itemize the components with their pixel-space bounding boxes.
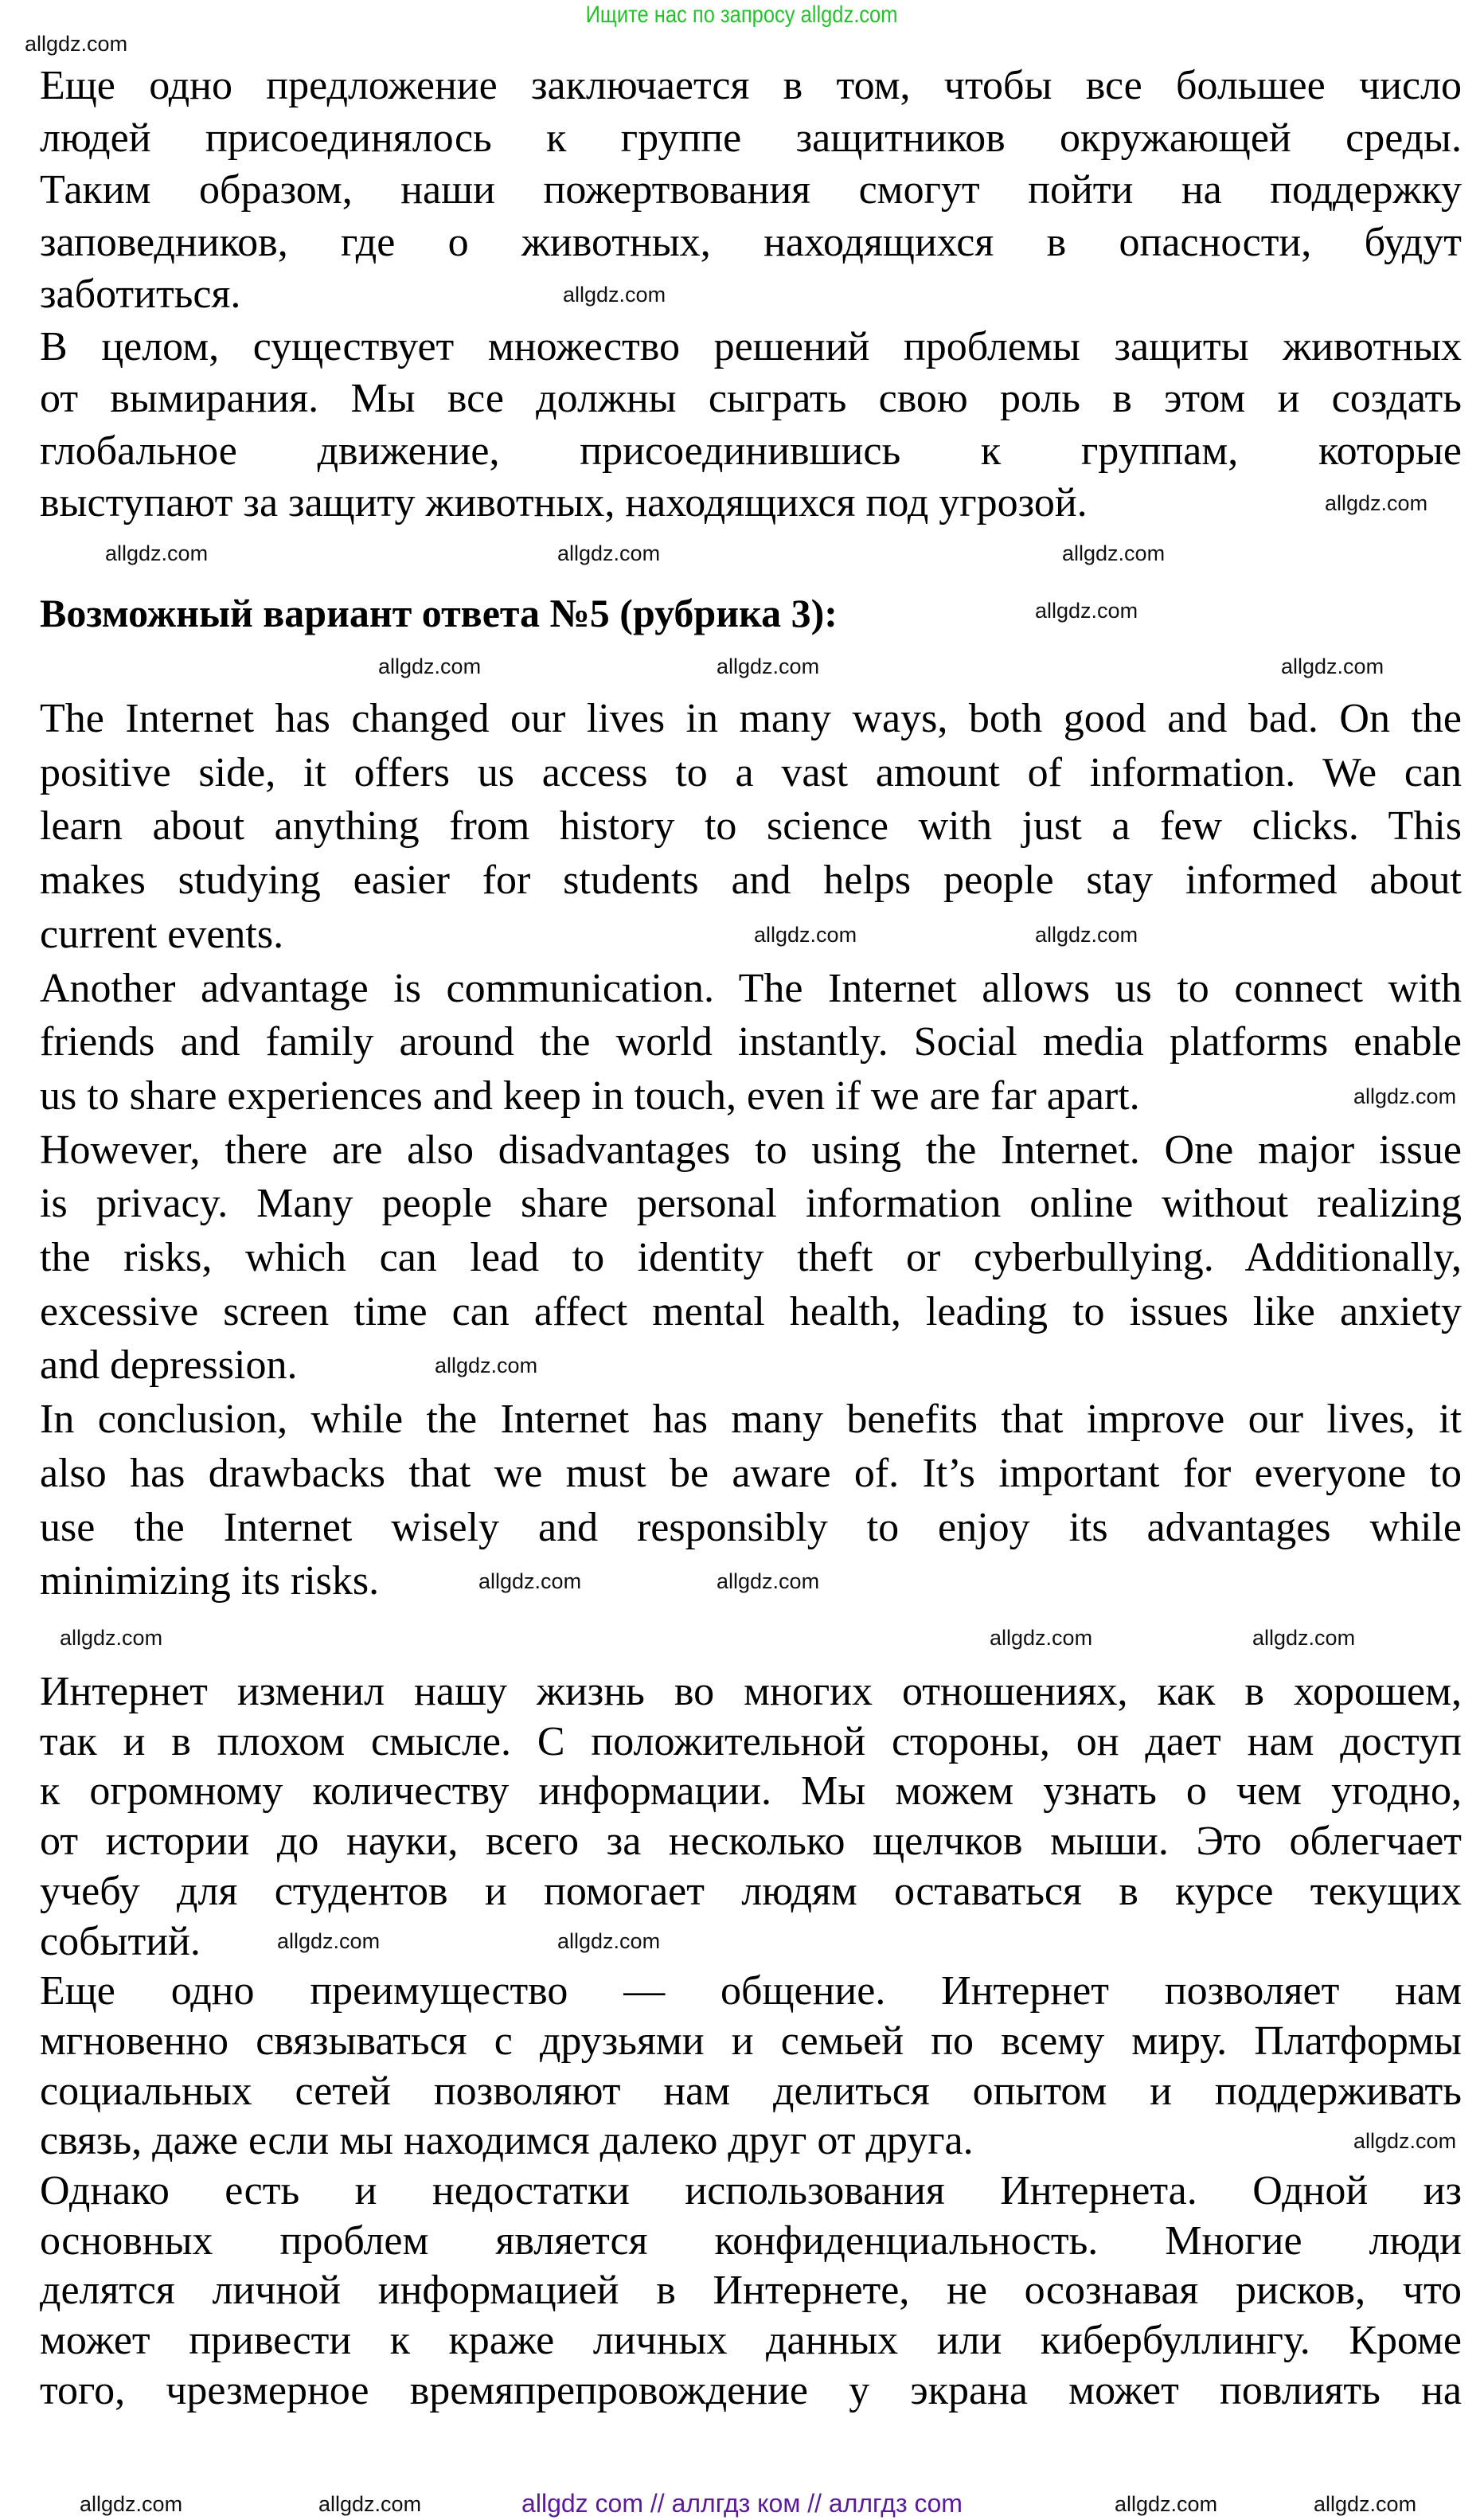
text-line: also has drawbacks that we must be aware of. It’s important for everyone to <box>40 1450 1462 1496</box>
watermark-text: allgdz.com <box>80 2492 183 2516</box>
text-line: того, чрезмерное времяпрепровождение у экрана может повлиять на <box>40 2367 1462 2413</box>
watermark-text: allgdz.com <box>557 1929 661 1953</box>
watermark-text: allgdz.com <box>1252 1626 1356 1650</box>
watermark-text: allgdz.com <box>717 1569 820 1593</box>
watermark-text: allgdz.com <box>754 923 857 947</box>
text-line: the risks, which can lead to identity theft or cyberbullying. Additionally, <box>40 1235 1462 1281</box>
text-line: делятся личной информацией в Интернете, не осознавая рисков, что <box>40 2268 1462 2314</box>
text-line: от истории до науки, всего за несколько щелчков мыши. Это облегчает <box>40 1819 1462 1865</box>
watermark-text: allgdz.com <box>1062 541 1166 565</box>
text-line: так и в плохом смысле. С положительной стороны, он дает нам доступ <box>40 1718 1462 1764</box>
paragraph <box>40 2166 1462 2416</box>
text-line: Еще одно преимущество — общение. Интернет позволяет нам <box>40 1968 1462 2014</box>
text-line: excessive screen time can affect mental health, leading to issues like anxiety <box>40 1288 1462 1334</box>
watermark-text: allgdz.com <box>1035 923 1138 947</box>
watermark-text: allgdz.com <box>1353 2129 1457 2153</box>
text-line: Таким образом, наши пожертвования смогут пойти на поддержку <box>40 167 1462 213</box>
text-line: us to share experiences and keep in touch, even if we are far apart. <box>40 1072 1140 1119</box>
text-line: Интернет изменил нашу жизнь во многих отношениях, как в хорошем, <box>40 1669 1462 1714</box>
watermark-text: allgdz.com <box>25 32 128 56</box>
text-line: В целом, существует множество решений проблемы защиты животных <box>40 323 1462 369</box>
paragraph <box>40 60 1462 321</box>
watermark-text: allgdz.com <box>1353 1084 1457 1108</box>
text-line: людей присоединялось к группе защитников окружающей среды. <box>40 115 1462 161</box>
watermark-text: allgdz.com <box>557 541 661 565</box>
paragraph <box>40 1667 1462 1967</box>
watermark-text: allgdz.com <box>1325 491 1428 515</box>
text-line: заботиться. <box>40 272 241 317</box>
text-line: However, there are also disadvantages to using the Internet. One major issue <box>40 1127 1462 1173</box>
text-line: основных проблем является конфиденциальность. Многие люди <box>40 2217 1462 2264</box>
text-line: makes studying easier for students and helps people stay informed about <box>40 858 1462 904</box>
text-line: In conclusion, while the Internet has many benefits that improve our lives, it <box>40 1397 1462 1443</box>
english-answer-text <box>40 692 1462 1608</box>
text-line: мгновенно связываться с друзьями и семьей по всему миру. Платформы <box>40 2018 1462 2064</box>
text-line: учебу для студентов и помогает людям оставаться в курсе текущих <box>40 1868 1462 1914</box>
text-line: Another advantage is communication. The Internet allows us to connect with <box>40 965 1462 1011</box>
text-line: событий. <box>40 1918 201 1964</box>
text-line: minimizing its risks. <box>40 1558 380 1604</box>
russian-translation-text <box>40 1667 1462 2416</box>
text-line: от вымирания. Мы все должны сыграть свою роль в этом и создать <box>40 376 1462 421</box>
text-line: заповедников, где о животных, находящихся в опасности, будут <box>40 219 1462 265</box>
watermark-text: allgdz.com <box>277 1929 381 1953</box>
footer <box>0 2489 1484 2518</box>
text-line: is privacy. Many people share personal information online without realizing <box>40 1181 1462 1227</box>
site-banner[interactable] <box>0 2 1484 29</box>
text-line: learn about anything from history to science with just a few clicks. This <box>40 803 1462 850</box>
text-line: current events. <box>40 911 284 957</box>
text-line: use the Internet wisely and responsibly to enjoy its advantages while <box>40 1504 1462 1550</box>
text-line: friends and family around the world instantly. Social media platforms enable <box>40 1019 1462 1065</box>
text-line: может привести к краже личных данных или кибербуллингу. Кроме <box>40 2318 1462 2364</box>
watermark-text: allgdz.com <box>105 541 209 565</box>
paragraph <box>40 692 1462 962</box>
answer-heading: Возможный вариант ответа №5 (рубрика 3): <box>40 591 838 635</box>
paragraph <box>40 1967 1462 2166</box>
watermark-text: allgdz.com <box>60 1626 163 1650</box>
russian-intro-text <box>40 60 1462 529</box>
text-line: Однако есть и недостатки использования Интернета. Одной из <box>40 2168 1462 2214</box>
watermark-text: allgdz.com <box>717 654 820 678</box>
watermark-text: allgdz.com <box>435 1354 538 1377</box>
watermark-text: allgdz.com <box>1035 599 1138 623</box>
text-line: The Internet has changed our lives in many ways, both good and bad. On the <box>40 696 1462 741</box>
text-line: positive side, it offers us access to a vast amount of information. We can <box>40 749 1462 795</box>
watermark-text: allgdz.com <box>1115 2492 1218 2516</box>
footer-links[interactable]: allgdz com // аллгдз ком // аллгдз com <box>521 2489 963 2518</box>
watermark-text: allgdz.com <box>318 2492 422 2516</box>
text-line: and depression. <box>40 1342 298 1389</box>
watermark-text: allgdz.com <box>1314 2492 1417 2516</box>
watermark-text: allgdz.com <box>1281 654 1384 678</box>
text-line: Еще одно предложение заключается в том, чтобы все большее число <box>40 63 1462 108</box>
text-line: связь, даже если мы находимся далеко друг от друга. <box>40 2118 974 2164</box>
paragraph <box>40 962 1462 1123</box>
paragraph <box>40 321 1462 529</box>
watermark-text: allgdz.com <box>478 1569 582 1593</box>
paragraph <box>40 1123 1462 1393</box>
text-line: выступают за защиту животных, находящихся под угрозой. <box>40 480 1088 525</box>
site-banner-text[interactable]: Ищите нас по запросу allgdz.com <box>586 2 898 28</box>
watermark-text: allgdz.com <box>990 1626 1093 1650</box>
watermark-text: allgdz.com <box>563 283 666 307</box>
text-line: глобальное движение, присоединившись к группам, которые <box>40 428 1462 474</box>
text-line: социальных сетей позволяют нам делиться опытом и поддерживать <box>40 2068 1462 2114</box>
watermark-text: allgdz.com <box>378 654 482 678</box>
text-line: к огромному количеству информации. Мы можем узнать о чем угодно, <box>40 1768 1462 1815</box>
